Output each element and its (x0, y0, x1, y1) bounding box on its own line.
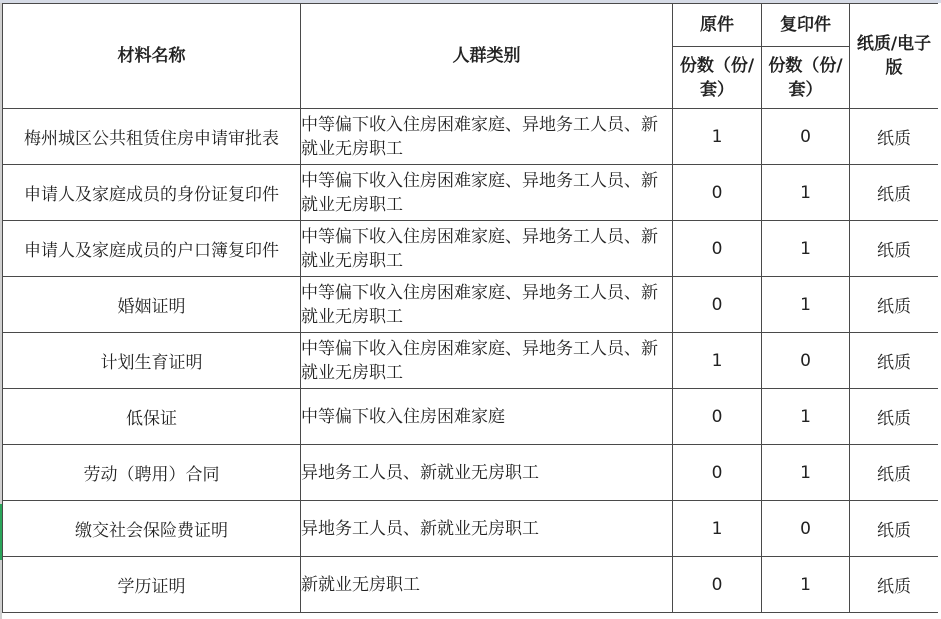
group-cell[interactable]: 中等偏下收入住房困难家庭 (301, 389, 673, 445)
material-name-cell[interactable]: 计划生育证明 (3, 333, 301, 389)
header-original-count[interactable]: 份数（份/套） (673, 47, 762, 109)
copy-count-cell[interactable]: 1 (762, 557, 850, 613)
original-count-cell[interactable]: 0 (673, 277, 762, 333)
table-row (3, 557, 939, 613)
group-cell[interactable]: 中等偏下收入住房困难家庭、异地务工人员、新就业无房职工 (301, 221, 673, 277)
original-count-cell[interactable]: 1 (673, 333, 762, 389)
group-cell[interactable]: 中等偏下收入住房困难家庭、异地务工人员、新就业无房职工 (301, 277, 673, 333)
materials-table (2, 3, 939, 613)
material-name-cell[interactable]: 婚姻证明 (3, 277, 301, 333)
group-cell[interactable]: 中等偏下收入住房困难家庭、异地务工人员、新就业无房职工 (301, 165, 673, 221)
copy-count-cell[interactable]: 0 (762, 333, 850, 389)
original-count-cell[interactable]: 0 (673, 557, 762, 613)
copy-count-cell[interactable]: 1 (762, 165, 850, 221)
medium-cell[interactable]: 纸质 (850, 557, 939, 613)
material-name-cell[interactable]: 申请人及家庭成员的户口簿复印件 (3, 221, 301, 277)
copy-count-cell[interactable]: 0 (762, 109, 850, 165)
copy-count-cell[interactable]: 0 (762, 501, 850, 557)
material-name-cell[interactable]: 申请人及家庭成员的身份证复印件 (3, 165, 301, 221)
table-row (3, 221, 939, 277)
original-count-cell[interactable]: 0 (673, 221, 762, 277)
material-name-cell[interactable]: 梅州城区公共租赁住房申请审批表 (3, 109, 301, 165)
group-cell[interactable]: 中等偏下收入住房困难家庭、异地务工人员、新就业无房职工 (301, 333, 673, 389)
material-name-cell[interactable]: 低保证 (3, 389, 301, 445)
table-row (3, 389, 939, 445)
table-row (3, 109, 939, 165)
original-count-cell[interactable]: 1 (673, 501, 762, 557)
medium-cell[interactable]: 纸质 (850, 333, 939, 389)
original-count-cell[interactable]: 0 (673, 445, 762, 501)
header-medium[interactable]: 纸质/电子版 (850, 4, 939, 109)
original-count-cell[interactable]: 1 (673, 109, 762, 165)
copy-count-cell[interactable]: 1 (762, 221, 850, 277)
group-cell[interactable]: 中等偏下收入住房困难家庭、异地务工人员、新就业无房职工 (301, 109, 673, 165)
medium-cell[interactable]: 纸质 (850, 109, 939, 165)
material-name-cell[interactable]: 劳动（聘用）合同 (3, 445, 301, 501)
original-count-cell[interactable]: 0 (673, 165, 762, 221)
group-cell[interactable]: 新就业无房职工 (301, 557, 673, 613)
table-row (3, 501, 939, 557)
material-name-cell[interactable]: 缴交社会保险费证明 (3, 501, 301, 557)
medium-cell[interactable]: 纸质 (850, 389, 939, 445)
table-row (3, 277, 939, 333)
header-copy[interactable]: 复印件 (762, 4, 850, 47)
copy-count-cell[interactable]: 1 (762, 389, 850, 445)
header-group-type[interactable]: 人群类别 (301, 4, 673, 109)
copy-count-cell[interactable]: 1 (762, 277, 850, 333)
group-cell[interactable]: 异地务工人员、新就业无房职工 (301, 445, 673, 501)
header-copy-count[interactable]: 份数（份/套） (762, 47, 850, 109)
original-count-cell[interactable]: 0 (673, 389, 762, 445)
table-row (3, 333, 939, 389)
medium-cell[interactable]: 纸质 (850, 221, 939, 277)
header-material-name[interactable]: 材料名称 (3, 4, 301, 109)
medium-cell[interactable]: 纸质 (850, 165, 939, 221)
medium-cell[interactable]: 纸质 (850, 501, 939, 557)
group-cell[interactable]: 异地务工人员、新就业无房职工 (301, 501, 673, 557)
table-row (3, 445, 939, 501)
header-original[interactable]: 原件 (673, 4, 762, 47)
medium-cell[interactable]: 纸质 (850, 277, 939, 333)
table-row (3, 165, 939, 221)
medium-cell[interactable]: 纸质 (850, 445, 939, 501)
material-name-cell[interactable]: 学历证明 (3, 557, 301, 613)
copy-count-cell[interactable]: 1 (762, 445, 850, 501)
